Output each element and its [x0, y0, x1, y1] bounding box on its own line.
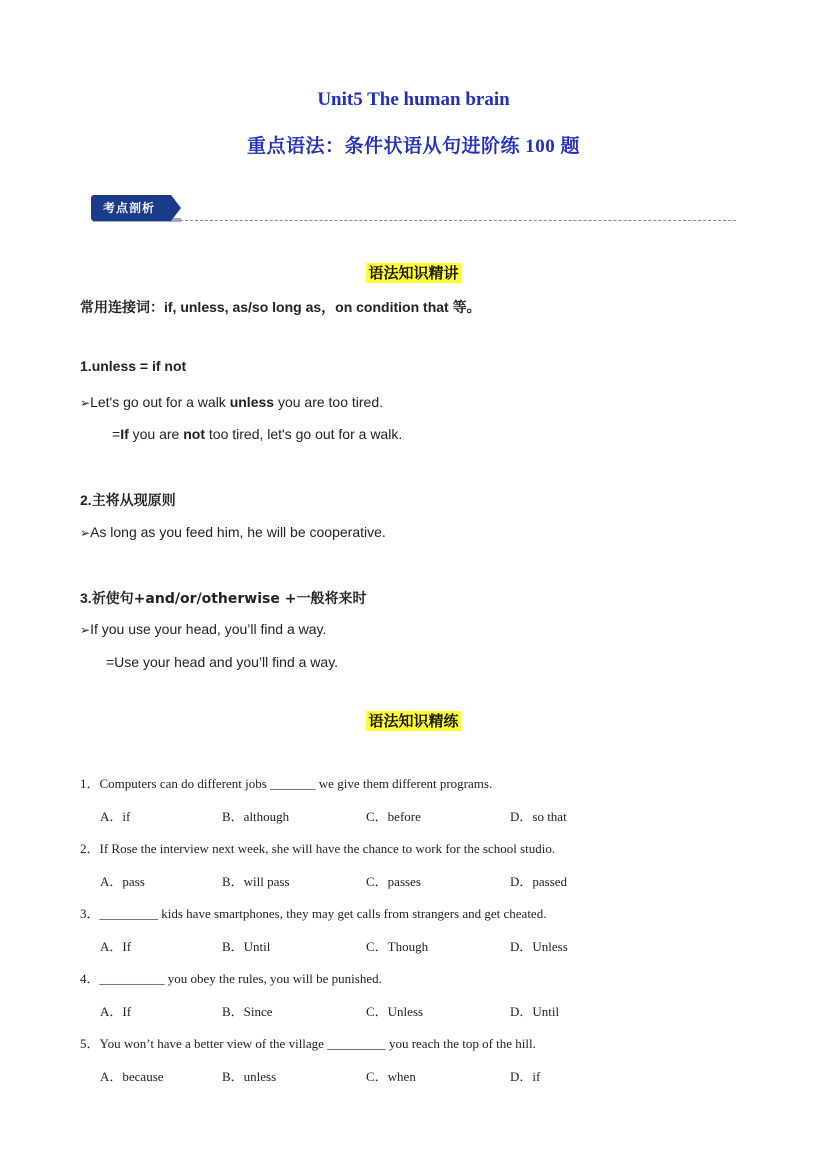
- point-1-example-1: [80, 394, 383, 410]
- connectors-line: [80, 297, 481, 317]
- option-1a: A．if: [100, 809, 131, 824]
- question-text: _________ kids have smartphones, they may get calls from strangers and get cheated.: [99, 906, 547, 921]
- question-number: 1．: [80, 776, 100, 791]
- section-tag-arrow: [171, 195, 181, 221]
- option-2a: A．pass: [100, 874, 145, 889]
- bullet-arrow-icon: ➢: [80, 526, 91, 540]
- page-title-chinese: 重点语法：条件状语从句进阶练 100 题: [246, 136, 580, 157]
- question-4: [80, 968, 382, 987]
- section-heading-practice: [0, 710, 827, 731]
- question-5: [80, 1033, 536, 1052]
- section-heading-practice-text: 语法知识精练: [368, 712, 459, 730]
- keyword-not: not: [183, 426, 205, 442]
- point-2-title: [80, 490, 176, 510]
- option-4d: D．Until: [510, 1004, 560, 1019]
- page-title-english: Unit5 The human brain: [317, 89, 510, 110]
- question-text: __________ you obey the rules, you will be punished.: [99, 971, 382, 986]
- option-1d: D．so that: [510, 809, 567, 824]
- point-2-number: 2.: [80, 492, 92, 508]
- question-3: [80, 903, 546, 922]
- question-number: 3．: [80, 906, 100, 921]
- example-text: If you use your head, you’ll find a way.: [90, 621, 327, 637]
- point-3-example-1: [80, 621, 326, 637]
- connectors-list: if, unless, as/so long as，on condition that 等。: [164, 299, 481, 315]
- keyword-unless: unless: [229, 394, 275, 410]
- question-text: If Rose the interview next week, she will have the chance to work for the school studio.: [99, 841, 556, 856]
- equals-sign: =: [112, 426, 121, 442]
- point-2-example-1: [80, 524, 386, 540]
- connectors-label: 常用连接词：: [80, 300, 164, 316]
- question-2: [80, 838, 555, 857]
- option-4c: C．Unless: [366, 1004, 424, 1019]
- dashed-divider: [180, 220, 736, 221]
- option-3d: D．Unless: [510, 939, 568, 954]
- bullet-arrow-icon: ➢: [80, 396, 91, 410]
- section-heading-lecture-text: 语法知识精讲: [368, 264, 459, 282]
- option-2d: D．passed: [510, 874, 568, 889]
- question-text: Computers can do different jobs _______ we give them different programs.: [99, 776, 493, 791]
- point-1-text: unless = if not: [91, 358, 187, 374]
- option-5d: D．if: [510, 1069, 541, 1084]
- point-1-number: 1.: [80, 358, 92, 374]
- point-1-example-2: [112, 426, 402, 442]
- example-text: Let's go out for a walk: [90, 394, 230, 410]
- option-2b: B．will pass: [222, 874, 290, 889]
- question-number: 4．: [80, 971, 100, 986]
- option-1c: C．before: [366, 809, 421, 824]
- question-text: You won’t have a better view of the village _________ you reach the top of the hill.: [99, 1036, 536, 1051]
- section-heading-lecture: [0, 262, 827, 283]
- question-1: [80, 773, 492, 792]
- point-3-example-2: =Use your head and you’ll find a way.: [106, 654, 339, 670]
- option-2c: C．passes: [366, 874, 421, 889]
- option-1b: B．although: [222, 809, 290, 824]
- example-text: you are: [128, 426, 184, 442]
- point-3-title: [80, 588, 366, 608]
- option-5b: B．unless: [222, 1069, 277, 1084]
- option-5c: C．when: [366, 1069, 416, 1084]
- point-3-text: 祈使句+and/or/otherwise +一般将来时: [91, 591, 367, 607]
- option-3a: A．If: [100, 939, 132, 954]
- option-3c: C．Though: [366, 939, 429, 954]
- question-number: 5．: [80, 1036, 100, 1051]
- option-4a: A．If: [100, 1004, 132, 1019]
- example-text: too tired, let's go out for a walk.: [205, 426, 403, 442]
- point-1-title: [80, 358, 186, 374]
- option-5a: A．because: [100, 1069, 164, 1084]
- section-tag-label: 考点剖析: [103, 201, 156, 215]
- point-3-number: 3.: [80, 590, 92, 606]
- point-2-text: 主将从现原则: [91, 493, 176, 509]
- option-4b: B．Since: [222, 1004, 273, 1019]
- keyword-if: If: [120, 426, 129, 442]
- bullet-arrow-icon: ➢: [80, 623, 91, 637]
- example-text: you are too tired.: [274, 394, 384, 410]
- example-text: As long as you feed him, he will be cooperative.: [90, 524, 386, 540]
- question-number: 2．: [80, 841, 100, 856]
- option-3b: B．Until: [222, 939, 271, 954]
